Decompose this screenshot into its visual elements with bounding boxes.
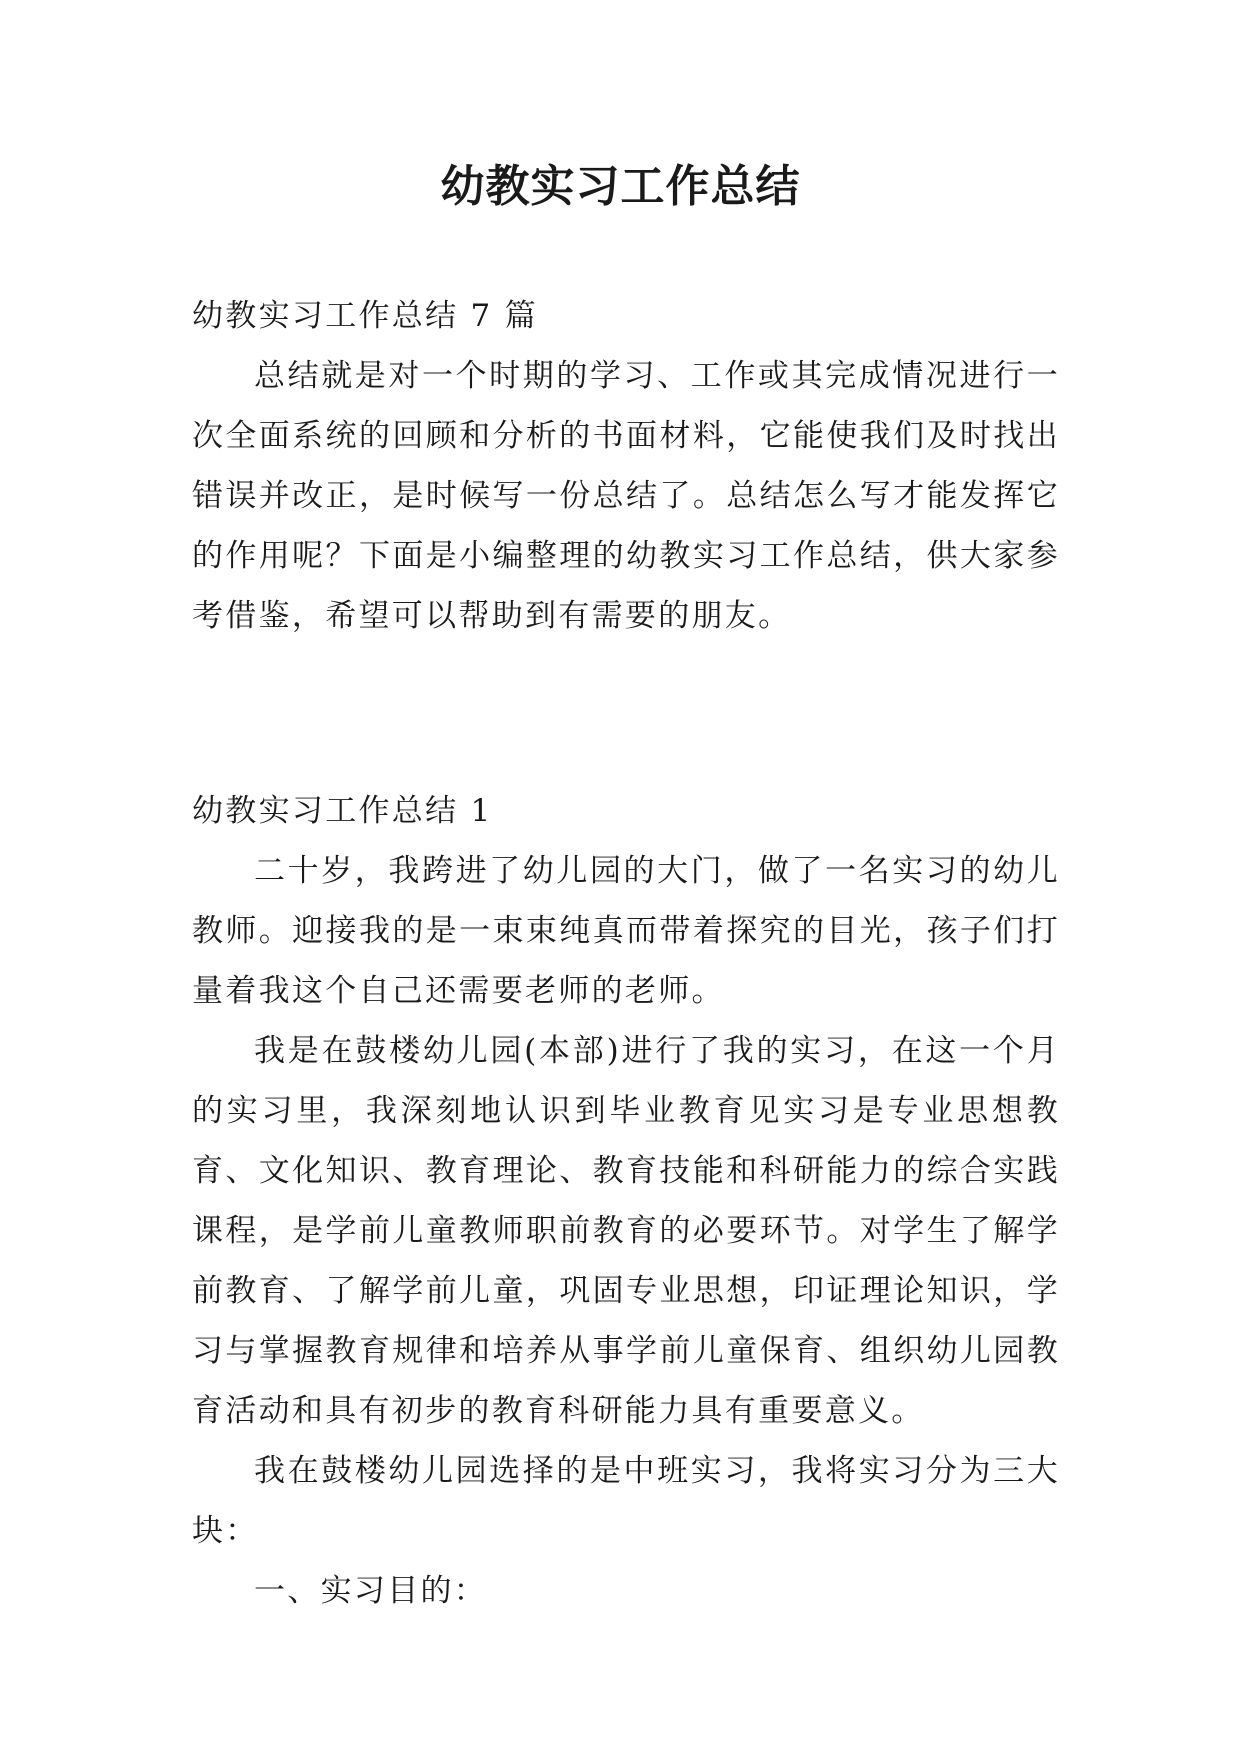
intro-paragraph: 总结就是对一个时期的学习、工作或其完成情况进行一次全面系统的回顾和分析的书面材料，它能使我们及时找出错误并改正，是时候写一份总结了。总结怎么写才能发挥它的作用呢？下面是小编整理的幼教实习工作总结，供大家参考借鉴，希望可以帮助到有需要的朋友。 (192, 358, 1060, 634)
document-title: 幼教实习工作总结 (440, 161, 801, 212)
document-body (192, 286, 1060, 1621)
paragraph: 二十岁，我跨进了幼儿园的大门，做了一名实习的幼儿教师。迎接我的是一束束纯真而带着探究的目光，孩子们打量着我这个自己还需要老师的老师。 (192, 853, 1060, 1009)
paragraph: 我是在鼓楼幼儿园(本部)进行了我的实习，在这一个月的实习里，我深刻地认识到毕业教育见实习是专业思想教育、文化知识、教育理论、教育技能和科研能力的综合实践课程，是学前儿童教师职前教育的必要环节。对学生了解学前教育、了解学前儿童，巩固专业思想，印证理论知识，学习与掌握教育规律和培养从事学前儿童保育、组织幼儿园教育活动和具有初步的教育科研能力具有重要意义。 (192, 1033, 1060, 1429)
subtitle: 幼教实习工作总结 7 篇 (192, 298, 539, 334)
section-heading: 幼教实习工作总结 1 (192, 793, 493, 829)
paragraph: 一、实习目的： (254, 1573, 488, 1609)
section-spacer (192, 646, 1060, 781)
paragraph: 我在鼓楼幼儿园选择的是中班实习，我将实习分为三大块： (192, 1453, 1060, 1549)
